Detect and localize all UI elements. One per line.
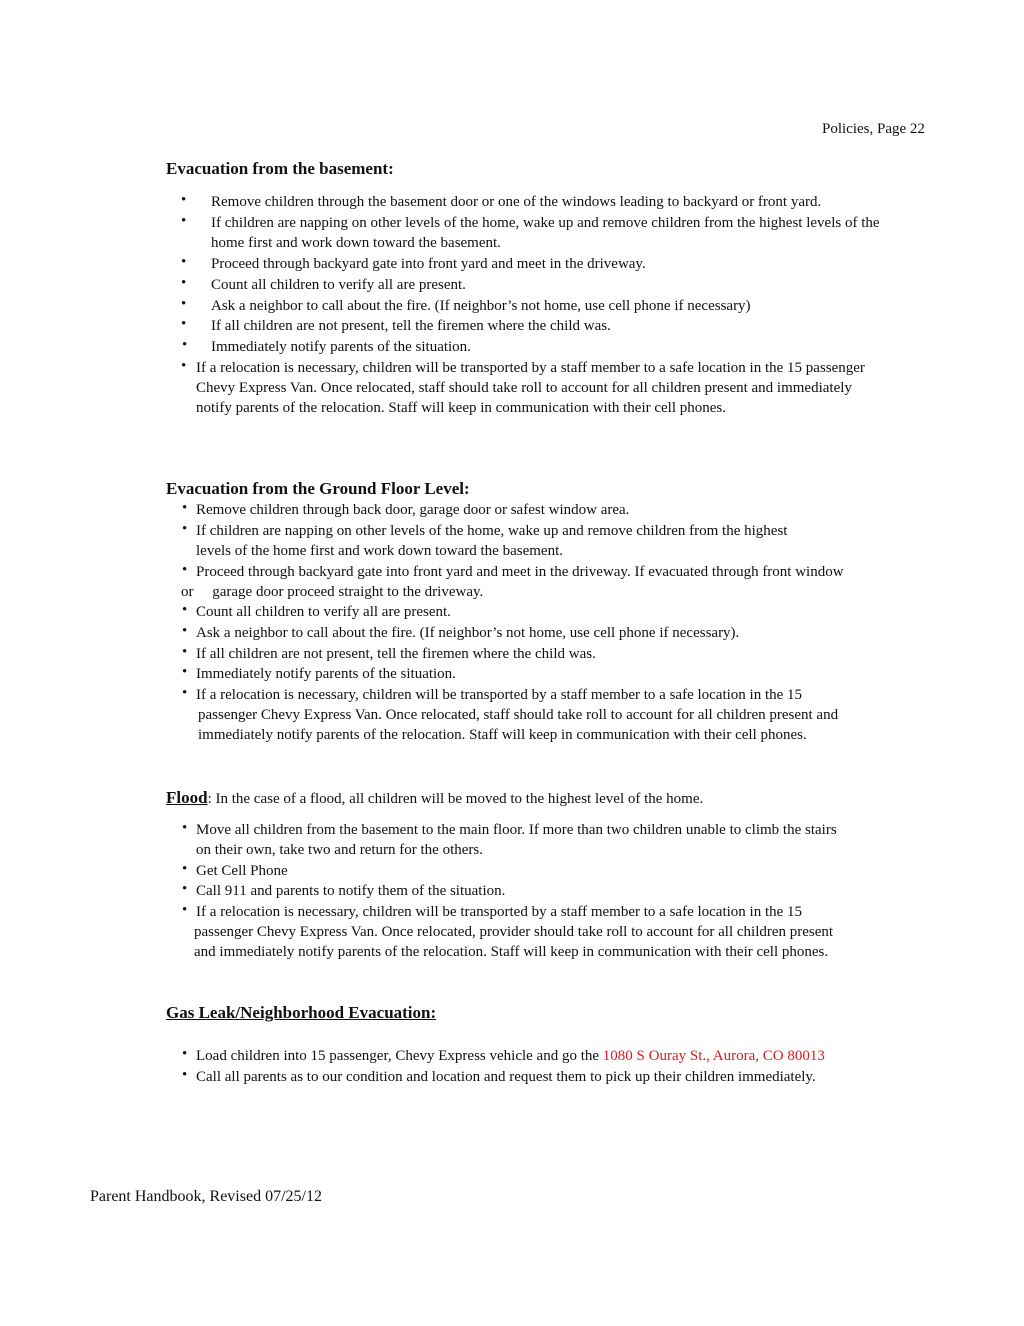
bullet-icon: • [182,644,188,660]
list-item: Count all children to verify all are present. [211,277,466,293]
list-item-continuation: levels of the home first and work down toward the basement. [196,543,563,559]
bullet-icon: • [181,316,187,332]
list-item: Remove children through the basement door or one of the windows leading to backyard or front yard. [211,194,822,210]
list-item: If children are napping on other levels of the home, wake up and remove children from the highest levels of the [211,215,880,231]
flood-section-heading [166,788,703,809]
gas-leak-section-title: Gas Leak/Neighborhood Evacuation: [166,1003,437,1022]
bullet-icon: • [182,881,188,897]
list-item: Get Cell Phone [196,863,288,879]
bullet-icon: • [182,685,188,701]
flood-section-title: Flood [166,788,208,807]
flood-intro: : In the case of a flood, all children will be moved to the highest level of the home. [207,791,704,807]
list-item: If a relocation is necessary, children will be transported by a staff member to a safe location in the 15 [196,904,803,920]
list-item: Remove children through back door, garage door or safest window area. [196,502,630,518]
list-item: Move all children from the basement to the main floor. If more than two children unable to climb the stairs [196,822,837,838]
list-item-continuation: home first and work down toward the basement. [211,235,501,251]
basement-section-title: Evacuation from the basement: [166,159,394,178]
list-item: Immediately notify parents of the situation. [211,339,471,355]
bullet-icon: • [182,562,188,578]
bullet-icon: • [182,521,188,537]
list-item-continuation: on their own, take two and return for the others. [196,842,483,858]
bullet-icon: • [182,1046,188,1062]
bullet-icon: • [182,602,188,618]
footer-text: Parent Handbook, Revised 07/25/12 [90,1188,322,1205]
list-item: Ask a neighbor to call about the fire. (If neighbor’s not home, use cell phone if necessary). [196,625,740,641]
list-item: Immediately notify parents of the situation. [196,666,456,682]
bullet-icon: • [182,337,188,353]
list-item-continuation: Chevy Express Van. Once relocated, staff should take roll to account for all children present and immediately [196,380,852,396]
bullet-icon: • [181,213,187,229]
bullet-icon: • [181,275,187,291]
list-item-continuation: immediately notify parents of the relocation. Staff will keep in communication with their cell phones. [198,727,807,743]
bullet-icon: • [182,861,188,877]
list-item: If a relocation is necessary, children will be transported by a staff member to a safe location in the 15 [196,687,803,703]
list-item: Ask a neighbor to call about the fire. (If neighbor’s not home, use cell phone if necessary) [211,298,751,314]
list-item-continuation: passenger Chevy Express Van. Once relocated, provider should take roll to account for all children present [194,924,834,940]
list-item-continuation: notify parents of the relocation. Staff will keep in communication with their cell phones. [196,400,727,416]
list-item: Proceed through backyard gate into front yard and meet in the driveway. [211,256,646,272]
bullet-icon: • [182,1067,188,1083]
bullet-icon: • [182,902,188,918]
list-item: Call 911 and parents to notify them of the situation. [196,883,506,899]
list-item: If all children are not present, tell the firemen where the child was. [211,318,611,334]
bullet-icon: • [181,358,187,374]
address-link: 1080 S Ouray St., Aurora, CO 80013 [602,1048,825,1064]
ground-floor-section-title: Evacuation from the Ground Floor Level: [166,479,470,498]
list-item: Proceed through backyard gate into front yard and meet in the driveway. If evacuated through front window [196,564,844,580]
bullet-icon: • [181,254,187,270]
bullet-icon: • [182,623,188,639]
list-item-continuation: passenger Chevy Express Van. Once relocated, staff should take roll to account for all children present and [198,707,839,723]
gas-item-text: Load children into 15 passenger, Chevy Express vehicle and go the [196,1048,603,1064]
list-item-continuation: and immediately notify parents of the relocation. Staff will keep in communication with their cell phones. [194,944,829,960]
bullet-icon: • [181,192,187,208]
list-item: If a relocation is necessary, children will be transported by a staff member to a safe location in the 15 passenger [196,360,865,376]
list-item: Count all children to verify all are present. [196,604,451,620]
list-item: If all children are not present, tell the firemen where the child was. [196,646,596,662]
bullet-icon: • [182,500,188,516]
page-number-label: Policies, Page 22 [822,121,925,137]
list-item [196,1046,825,1066]
list-item: If children are napping on other levels of the home, wake up and remove children from the highest [196,523,788,539]
list-item: Call all parents as to our condition and location and request them to pick up their children immediately. [196,1069,816,1085]
bullet-icon: • [182,664,188,680]
bullet-icon: • [182,820,188,836]
list-item-continuation: or garage door proceed straight to the driveway. [181,584,484,600]
bullet-icon: • [181,296,187,312]
